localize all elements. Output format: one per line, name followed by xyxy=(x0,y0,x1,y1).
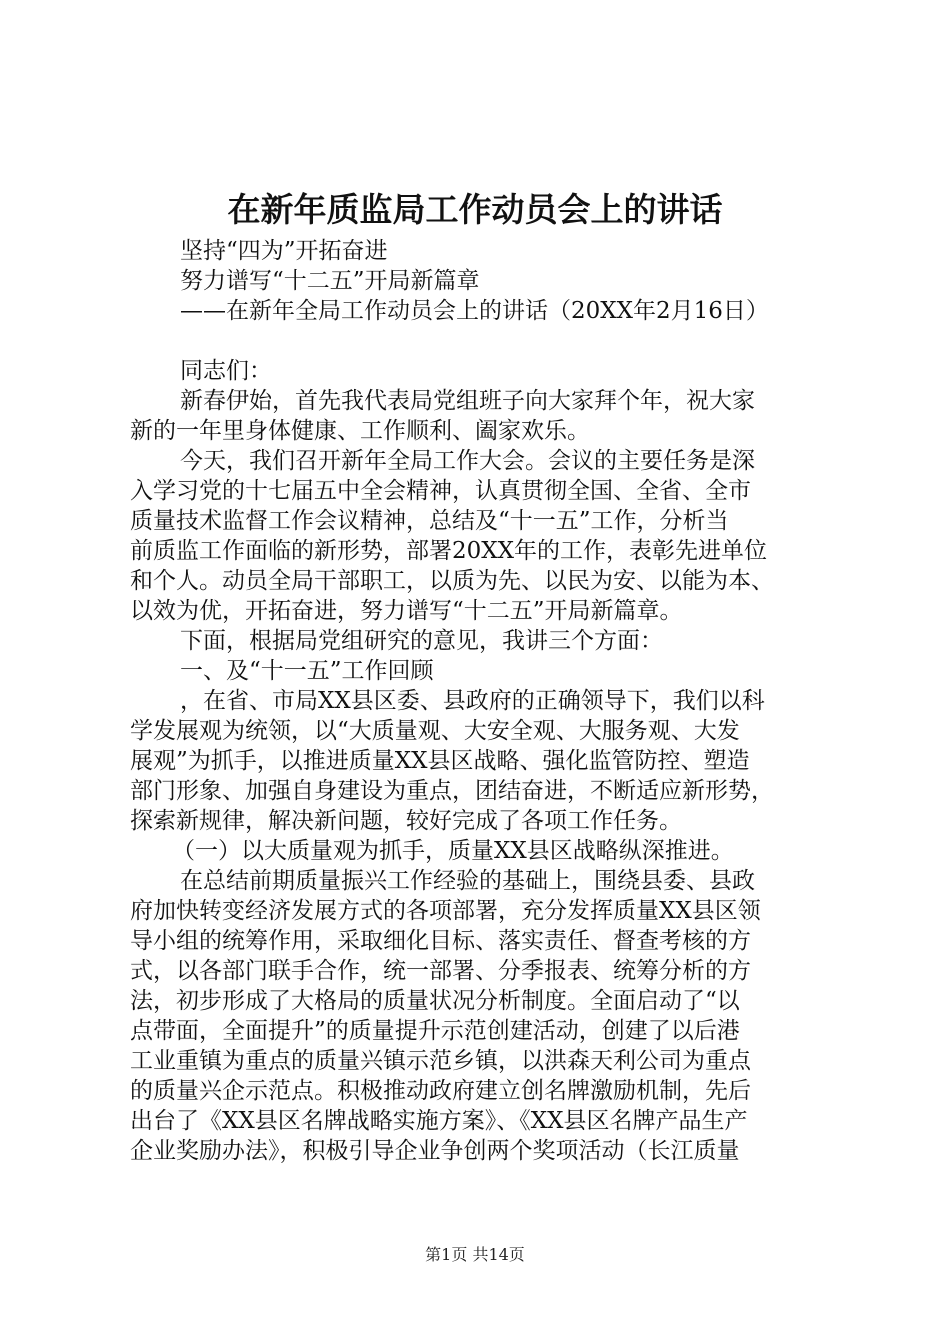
body-line: 学发展观为统领，以“大质量观、大安全观、大服务观、大发 xyxy=(130,718,740,744)
body-line: 探索新规律，解决新问题，较好完成了各项工作任务。 xyxy=(130,808,682,834)
body-line: 在总结前期质量振兴工作经验的基础上，围绕县委、县政 xyxy=(180,868,755,894)
document-body xyxy=(130,236,830,1166)
body-line: 法，初步形成了大格局的质量状况分析制度。全面启动了“以 xyxy=(130,988,740,1014)
body-line: 部门形象、加强自身建设为重点，团结奋进，不断适应新形势， xyxy=(130,778,774,804)
body-line: 企业奖励办法》，积极引导企业争创两个奖项活动（长江质量 xyxy=(130,1138,740,1164)
body-line: 展观”为抓手，以推进质量XX县区战略、强化监管防控、塑造 xyxy=(130,748,750,774)
body-line: 的质量兴企示范点。积极推动政府建立创名牌激励机制，先后 xyxy=(130,1078,751,1104)
body-line: 新春伊始，首先我代表局党组班子向大家拜个年，祝大家 xyxy=(180,388,755,414)
body-line: 工业重镇为重点的质量兴镇示范乡镇，以洪森天利公司为重点 xyxy=(130,1048,751,1074)
subtitle-line-1: 坚持“四为”开拓奋进 xyxy=(180,238,388,264)
body-line: 点带面，全面提升”的质量提升示范创建活动，创建了以后港 xyxy=(130,1018,740,1044)
body-line: 以效为优，开拓奋进，努力谱写“十二五”开局新篇章。 xyxy=(130,598,683,624)
section-heading: 一、及“十一五”工作回顾 xyxy=(180,658,434,684)
body-line: 今天，我们召开新年全局工作大会。会议的主要任务是深 xyxy=(180,448,755,474)
document-title: 在新年质监局工作动员会上的讲话 xyxy=(227,190,723,229)
salutation: 同志们： xyxy=(180,358,272,384)
body-line: 质量技术监督工作会议精神，总结及“十一五”工作，分析当 xyxy=(130,508,729,534)
body-line: ，在省、市局XX县区委、县政府的正确领导下，我们以科 xyxy=(180,688,765,714)
body-line: 导小组的统筹作用，采取细化目标、落实责任、督查考核的方 xyxy=(130,928,751,954)
page-number-footer: 第1页 共14页 xyxy=(425,1245,525,1264)
subsection-heading: （一）以大质量观为抓手，质量XX县区战略纵深推进。 xyxy=(172,838,734,864)
body-line: 入学习党的十七届五中全会精神，认真贯彻全国、全省、全市 xyxy=(130,478,751,504)
body-line: 和个人。动员全局干部职工，以质为先、以民为安、以能为本、 xyxy=(130,568,774,594)
body-line: 下面，根据局党组研究的意见，我讲三个方面： xyxy=(180,628,663,654)
body-line: 出台了《XX县区名牌战略实施方案》、《XX县区名牌产品生产 xyxy=(130,1108,748,1134)
body-line: 式，以各部门联手合作，统一部署、分季报表、统筹分析的方 xyxy=(130,958,751,984)
subtitle-line-3: ——在新年全局工作动员会上的讲话（20XX年2月16日） xyxy=(180,298,769,324)
subtitle-line-2: 努力谱写“十二五”开局新篇章 xyxy=(180,268,480,294)
body-line: 前质监工作面临的新形势，部署20XX年的工作，表彰先进单位 xyxy=(130,538,768,564)
blank-line xyxy=(130,326,830,356)
body-line: 府加快转变经济发展方式的各项部署，充分发挥质量XX县区领 xyxy=(130,898,761,924)
body-line: 新的一年里身体健康、工作顺利、阖家欢乐。 xyxy=(130,418,590,444)
